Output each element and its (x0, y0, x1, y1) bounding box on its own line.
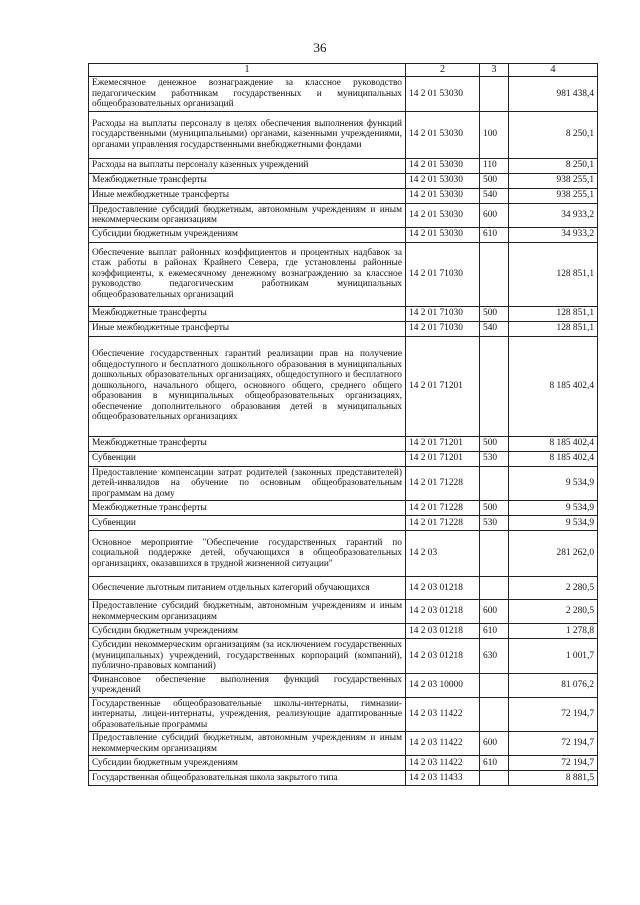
header-col-1: 1 (89, 64, 406, 77)
table-row (89, 77, 598, 112)
row-amount: 938 255,1 (509, 188, 598, 203)
row-expense-type: 500 (480, 436, 509, 451)
table-row (89, 531, 598, 577)
row-description: Субсидии бюджетным учреждениям (89, 624, 406, 639)
table-row (89, 466, 598, 501)
row-target-code: 14 2 01 71228 (406, 466, 480, 501)
row-target-code: 14 2 03 11422 (406, 697, 480, 732)
row-description: Ежемесячное денежное вознаграждение за классное руководство педагогическим работникам государственных и муниципальных общеобразовательных организаций (89, 77, 406, 112)
row-description: Иные межбюджетные трансферты (89, 321, 406, 336)
row-expense-type: 530 (480, 451, 509, 466)
row-amount: 8 250,1 (509, 111, 598, 158)
row-amount: 128 851,1 (509, 242, 598, 306)
row-expense-type: 540 (480, 188, 509, 203)
row-expense-type: 600 (480, 600, 509, 624)
row-expense-type: 600 (480, 732, 509, 756)
row-description: Государственная общеобразовательная школа закрытого типа (89, 771, 406, 786)
row-target-code: 14 2 01 53030 (406, 188, 480, 203)
header-col-2: 2 (406, 64, 480, 77)
row-expense-type (480, 77, 509, 112)
row-amount: 2 280,5 (509, 600, 598, 624)
row-amount: 1 001,7 (509, 639, 598, 674)
row-expense-type (480, 242, 509, 306)
row-expense-type: 600 (480, 203, 509, 227)
row-description: Государственные общеобразовательные школы-интернаты, гимназии-интернаты, лицеи-интернаты, учреждения, реализующие адаптированные образовательные программы (89, 697, 406, 732)
row-amount: 9 534,9 (509, 466, 598, 501)
row-amount: 72 194,7 (509, 697, 598, 732)
row-expense-type: 500 (480, 306, 509, 321)
row-amount: 128 851,1 (509, 306, 598, 321)
table-row (89, 203, 598, 227)
row-description: Обеспечение выплат районных коэффициентов и процентных надбавок за стаж работы в районах Крайнего Севера, где установлены районные коэффициенты, к ежемесячному денежному вознаграждению за классное руководство педагогическим работникам муниципальных общеобразовательных организаций (89, 242, 406, 306)
row-description: Субвенции (89, 516, 406, 531)
header-col-3: 3 (480, 64, 509, 77)
row-description: Предоставление субсидий бюджетным, автономным учреждениям и иным некоммерческим организациям (89, 203, 406, 227)
row-expense-type: 100 (480, 111, 509, 158)
row-description: Межбюджетные трансферты (89, 306, 406, 321)
row-expense-type: 610 (480, 624, 509, 639)
row-amount: 8 185 402,4 (509, 336, 598, 436)
row-description: Финансовое обеспечение выполнения функций государственных учреждений (89, 673, 406, 697)
row-expense-type: 500 (480, 173, 509, 188)
table-row (89, 336, 598, 436)
row-expense-type: 540 (480, 321, 509, 336)
row-target-code: 14 2 01 71228 (406, 501, 480, 516)
table-row (89, 173, 598, 188)
table-row (89, 242, 598, 306)
row-target-code: 14 2 01 53030 (406, 203, 480, 227)
row-target-code: 14 2 01 53030 (406, 111, 480, 158)
row-amount: 34 933,2 (509, 203, 598, 227)
row-description: Субсидии некоммерческим организациям (за исключением государственных (муниципальных) учреждений, государственных корпораций (компаний), публично-правовых компаний) (89, 639, 406, 674)
row-target-code: 14 2 03 11422 (406, 756, 480, 771)
row-target-code: 14 2 01 71201 (406, 336, 480, 436)
row-expense-type (480, 673, 509, 697)
table-header-row (89, 64, 598, 77)
table-row (89, 771, 598, 786)
table-row (89, 306, 598, 321)
table-row (89, 451, 598, 466)
row-description: Предоставление компенсации затрат родителей (законных представителей) детей-инвалидов на обучение по основным общеобразовательным программам на дому (89, 466, 406, 501)
row-amount: 8 250,1 (509, 158, 598, 173)
row-description: Иные межбюджетные трансферты (89, 188, 406, 203)
table-row (89, 697, 598, 732)
row-target-code: 14 2 03 11433 (406, 771, 480, 786)
budget-table (88, 63, 598, 786)
row-expense-type: 530 (480, 516, 509, 531)
table-row (89, 600, 598, 624)
row-target-code: 14 2 03 11422 (406, 732, 480, 756)
table-row (89, 639, 598, 674)
table-row (89, 321, 598, 336)
row-expense-type: 610 (480, 756, 509, 771)
row-target-code: 14 2 01 53030 (406, 158, 480, 173)
row-expense-type (480, 531, 509, 577)
row-amount: 938 255,1 (509, 173, 598, 188)
row-amount: 2 280,5 (509, 577, 598, 600)
table-row (89, 436, 598, 451)
row-amount: 72 194,7 (509, 732, 598, 756)
header-col-4: 4 (509, 64, 598, 77)
row-expense-type (480, 697, 509, 732)
row-description: Межбюджетные трансферты (89, 173, 406, 188)
row-target-code: 14 2 01 71030 (406, 242, 480, 306)
row-expense-type: 630 (480, 639, 509, 674)
row-expense-type: 610 (480, 227, 509, 242)
table-row (89, 673, 598, 697)
row-target-code: 14 2 03 01218 (406, 577, 480, 600)
row-target-code: 14 2 01 53030 (406, 77, 480, 112)
row-target-code: 14 2 03 01218 (406, 639, 480, 674)
row-target-code: 14 2 01 71201 (406, 436, 480, 451)
row-amount: 9 534,9 (509, 516, 598, 531)
row-expense-type (480, 577, 509, 600)
row-expense-type (480, 771, 509, 786)
row-expense-type: 500 (480, 501, 509, 516)
row-amount: 1 278,8 (509, 624, 598, 639)
table-row (89, 577, 598, 600)
row-description: Межбюджетные трансферты (89, 501, 406, 516)
row-target-code: 14 2 01 71030 (406, 321, 480, 336)
row-expense-type: 110 (480, 158, 509, 173)
table-row (89, 227, 598, 242)
row-amount: 81 076,2 (509, 673, 598, 697)
page-number: 36 (313, 40, 327, 55)
row-amount: 9 534,9 (509, 501, 598, 516)
row-description: Основное мероприятие "Обеспечение государственных гарантий по социальной поддержке детей, обучающихся в общеобразовательных организациях, оказавшихся в трудной жизненной ситуации" (89, 531, 406, 577)
row-target-code: 14 2 01 71201 (406, 451, 480, 466)
table-row (89, 111, 598, 158)
row-description: Субсидии бюджетным учреждениям (89, 227, 406, 242)
row-target-code: 14 2 01 53030 (406, 227, 480, 242)
row-description: Межбюджетные трансферты (89, 436, 406, 451)
table-row (89, 188, 598, 203)
row-description: Расходы на выплаты персоналу в целях обеспечения выполнения функций государственными (муниципальными) органами, казенными учреждениями, органами управления государственными внебюджетными фондами (89, 111, 406, 158)
row-amount: 281 262,0 (509, 531, 598, 577)
row-expense-type (480, 466, 509, 501)
row-target-code: 14 2 03 01218 (406, 600, 480, 624)
row-amount: 8 185 402,4 (509, 451, 598, 466)
row-target-code: 14 2 01 53030 (406, 173, 480, 188)
row-description: Субвенции (89, 451, 406, 466)
row-amount: 981 438,4 (509, 77, 598, 112)
table-row (89, 756, 598, 771)
row-amount: 128 851,1 (509, 321, 598, 336)
table-row (89, 732, 598, 756)
table-row (89, 158, 598, 173)
row-description: Субсидии бюджетным учреждениям (89, 756, 406, 771)
table-row (89, 516, 598, 531)
row-amount: 72 194,7 (509, 756, 598, 771)
table-row (89, 624, 598, 639)
row-amount: 8 185 402,4 (509, 436, 598, 451)
row-target-code: 14 2 01 71030 (406, 306, 480, 321)
row-amount: 34 933,2 (509, 227, 598, 242)
row-description: Обеспечение государственных гарантий реализации прав на получение общедоступного и бесплатного дошкольного образования в муниципальных дошкольных образовательных организациях, общедоступного и бесплатного дошкольного, начального общего, основного общего, среднего общего образования в муниципальных общеобразовательных организациях, обеспечение дополнительного образования детей в муниципальных общеобразовательных организациях (89, 336, 406, 436)
row-description: Обеспечение льготным питанием отдельных категорий обучающихся (89, 577, 406, 600)
row-description: Предоставление субсидий бюджетным, автономным учреждениям и иным некоммерческим организациям (89, 600, 406, 624)
row-description: Расходы на выплаты персоналу казенных учреждений (89, 158, 406, 173)
row-target-code: 14 2 03 10000 (406, 673, 480, 697)
row-description: Предоставление субсидий бюджетным, автономным учреждениям и иным некоммерческим организациям (89, 732, 406, 756)
row-target-code: 14 2 03 (406, 531, 480, 577)
table-row (89, 501, 598, 516)
row-target-code: 14 2 01 71228 (406, 516, 480, 531)
row-expense-type (480, 336, 509, 436)
row-amount: 8 881,5 (509, 771, 598, 786)
row-target-code: 14 2 03 01218 (406, 624, 480, 639)
